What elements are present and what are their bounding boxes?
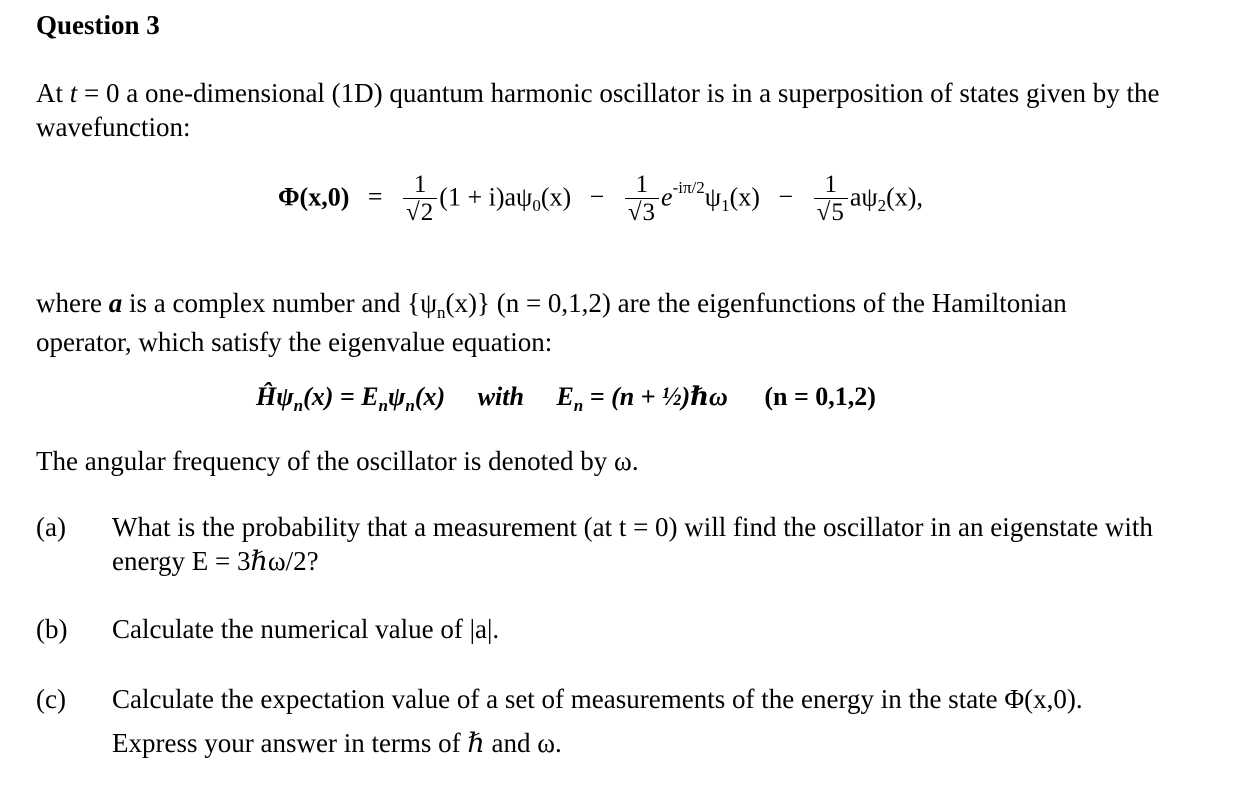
subscript-n: n [405, 396, 415, 415]
eigen-part-1: (x) = E [303, 382, 379, 411]
equals-sign: = [367, 182, 383, 212]
radicand-3: 3 [642, 199, 656, 226]
subscript-n: n [293, 396, 304, 415]
fraction-denominator: √5 [814, 198, 848, 227]
term-1-end: (x) [540, 182, 572, 212]
n-range: (n = 0,1,2) [764, 382, 876, 411]
angular-frequency-text: The angular frequency of the oscillator is denoted by ω. [36, 446, 639, 476]
fraction-denominator: √3 [625, 198, 659, 227]
eigenvalue-equation [256, 382, 876, 415]
where-a-var: a [108, 288, 123, 318]
part-a-label: (a) [36, 512, 66, 542]
intro-text-a: At [36, 78, 70, 108]
subscript-n: n [378, 396, 389, 415]
question-title: Question 3 [36, 10, 160, 40]
eigen-part-3: (x) [414, 382, 446, 411]
psi-1: ψ [704, 182, 722, 212]
subscript-1: 1 [721, 196, 730, 216]
where-text-c: (x)} (n = 0,1,2) are the eigenfunctions of the Hamiltonian [445, 288, 1067, 318]
part-c-label: (c) [36, 684, 66, 714]
hamiltonian-psi: Ĥψ [256, 382, 294, 411]
part-c-line-2: Express your answer in terms of ℏ and ω. [112, 728, 562, 758]
minus-sign: − [589, 182, 605, 212]
where-line-2: operator, which satisfy the eigenvalue equation: [36, 327, 553, 357]
fraction-numerator: 1 [413, 171, 427, 198]
wavefunction-lhs: Φ(x,0) [278, 182, 350, 212]
intro-line-2: wavefunction: [36, 112, 191, 142]
minus-sign: − [778, 182, 794, 212]
part-b-line-1: Calculate the numerical value of |a|. [112, 614, 500, 644]
subscript-2: 2 [877, 196, 887, 216]
energy-formula: = (n + ½)ℏω [583, 382, 728, 411]
subscript-0: 0 [532, 196, 541, 216]
fraction-denominator: √2 [403, 198, 437, 227]
radicand-5: 5 [831, 199, 844, 226]
term-3-end: (x), [886, 182, 923, 212]
subscript-n: n [437, 303, 446, 322]
term-1: (1 + i)aψ [439, 182, 533, 212]
fraction-numerator: 1 [635, 171, 649, 198]
energy-e: E [556, 382, 574, 411]
exponential-e: e [661, 182, 673, 212]
eigen-part-2: ψ [388, 382, 406, 411]
part-b-label: (b) [36, 614, 68, 644]
part-c-line-1: Calculate the expectation value of a set of measurements of the energy in the state Φ(x,0). [112, 684, 1083, 714]
radicand-2: 2 [420, 199, 434, 226]
intro-text-b: = 0 a one-dimensional (1D) quantum harmonic oscillator is in a superposition of states given by the [77, 78, 1160, 108]
where-text-b: is a complex number and {ψ [122, 288, 438, 318]
term-3: aψ [849, 182, 878, 212]
part-a-line-2: energy E = 3ℏω/2? [112, 546, 319, 576]
where-text-a: where [36, 288, 109, 318]
fraction-numerator: 1 [824, 171, 837, 198]
where-paragraph [36, 286, 1067, 324]
exponent: -iπ/2 [672, 178, 705, 198]
intro-t-var: t [69, 78, 78, 108]
psi-1-end: (x) [729, 182, 760, 212]
wavefunction-equation [278, 172, 923, 227]
with-word: with [477, 382, 524, 411]
fraction-1-over-root-2 [403, 172, 437, 227]
intro-paragraph [36, 76, 1160, 110]
subscript-n: n [573, 396, 584, 415]
part-a-line-1: What is the probability that a measurement (at t = 0) will find the oscillator in an eigenstate with [112, 512, 1153, 542]
fraction-1-over-root-5 [814, 172, 848, 227]
fraction-1-over-root-3 [625, 172, 659, 227]
